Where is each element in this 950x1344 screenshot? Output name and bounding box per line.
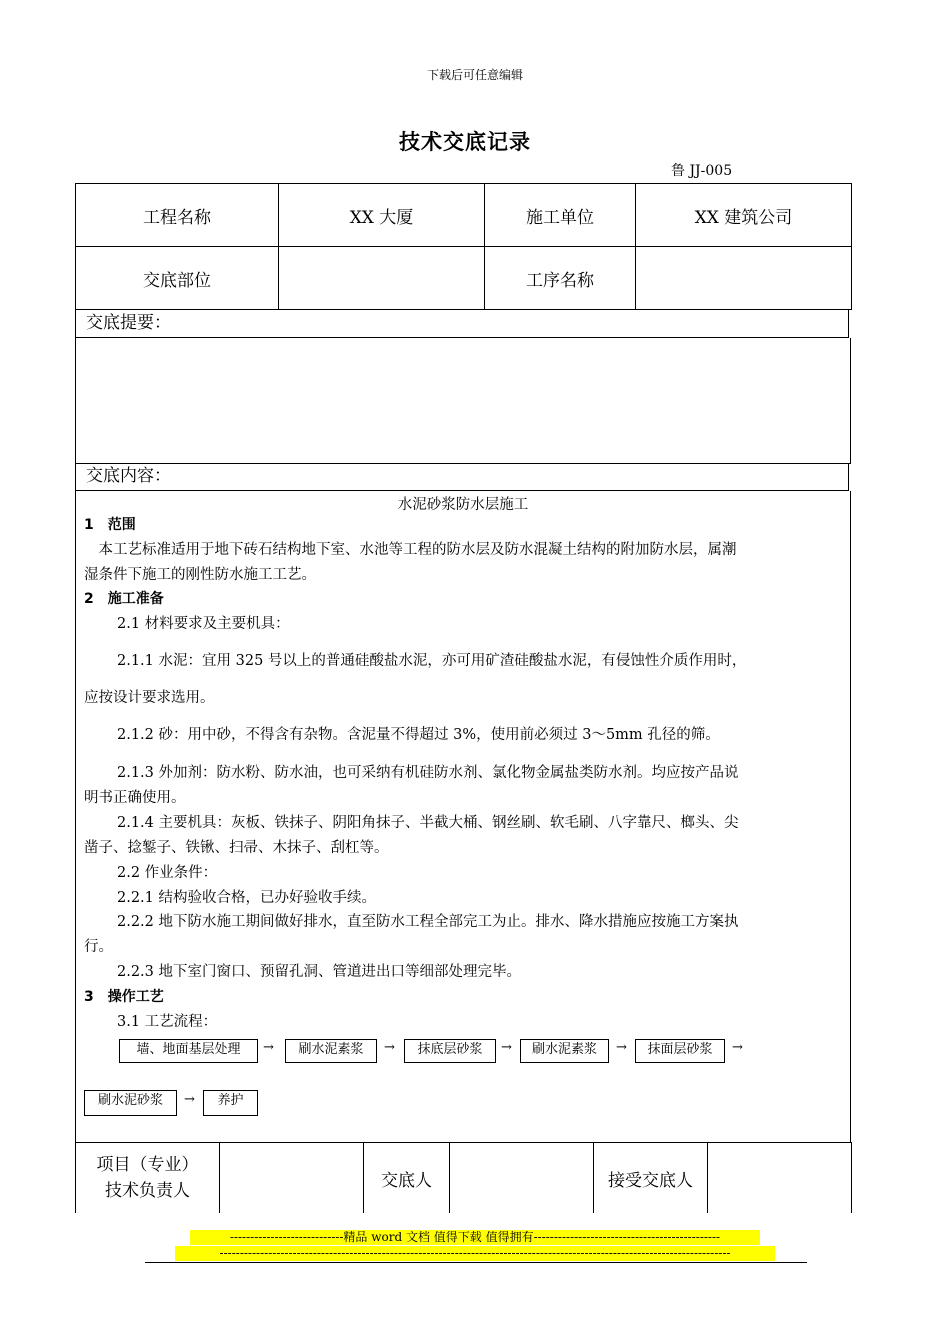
flow-arrow: → [501,1040,512,1055]
flow-step: 抹面层砂浆 [635,1039,725,1063]
paragraph-line: 2.1 材料要求及主要机具： [117,616,290,632]
project-name-label: 工程名称 [76,184,279,247]
paragraph-line: 2.1.2 砂：用中砂，不得含有杂物。含泥量不得超过 3%，使用前必须过 3～5mm 孔径的筛。 [117,727,720,743]
document-code: 鲁 JJ-005 [671,163,733,179]
discloser-signature [450,1143,594,1214]
flow-arrow: → [184,1092,195,1107]
process-name-label: 工序名称 [485,247,636,310]
flow-arrow: → [384,1040,395,1055]
tech-lead-label-line2: 技术负责人 [105,1181,190,1201]
paragraph-line: 2.2 作业条件： [117,865,218,881]
content-subtitle: 水泥砂浆防水层施工 [397,497,529,513]
tech-lead-signature [220,1143,364,1214]
paragraph-line: 2.2.1 结构验收合格，已办好验收手续。 [117,890,377,906]
section-heading: 3 操作工艺 [84,989,164,1005]
construction-unit-value: XX 建筑公司 [636,184,852,247]
flow-step: 刷水泥砂浆 [84,1090,177,1116]
paragraph-line: 行。 [84,939,113,955]
flow-step: 养护 [203,1090,258,1116]
disclosure-location-value [279,247,485,310]
receiver-signature [708,1143,852,1214]
flow-step: 抹底层砂浆 [404,1039,496,1063]
flow-step: 刷水泥素浆 [520,1039,609,1063]
info-row [76,247,852,310]
paragraph-line: 应按设计要求选用。 [84,690,215,706]
construction-unit-label: 施工单位 [485,184,636,247]
footer-dashes: ------------------------------------------------------------------------------------------------------------------------------ [175,1246,775,1261]
project-name-value: XX 大厦 [279,184,485,247]
section-heading: 1 范围 [84,517,136,533]
disclosure-location-label: 交底部位 [76,247,279,310]
footer-watermark: ----------------------------精品 word 文档 值得下载 值得拥有---------------------------------------------- [190,1230,760,1245]
flow-step: 刷水泥素浆 [285,1039,377,1063]
summary-label: 交底提要： [75,310,849,338]
paragraph-line: 凿子、捻錾子、铁锹、扫帚、木抹子、刮杠等。 [84,840,389,856]
paragraph-line: 2.2.2 地下防水施工期间做好排水，直至防水工程全部完工为止。排水、降水措施应按施工方案执 [117,914,739,930]
header-note: 下载后可任意编辑 [426,68,523,82]
flow-arrow: → [732,1040,743,1055]
paragraph-line: 2.1.4 主要机具：灰板、铁抹子、阴阳角抹子、半截大桶、钢丝刷、软毛刷、八字靠尺、榔头、尖 [117,815,739,831]
flow-arrow: → [616,1040,627,1055]
discloser-label: 交底人 [364,1143,450,1214]
page-title: 技术交底记录 [399,130,531,154]
content-label: 交底内容： [75,463,849,491]
signature-table [75,1142,852,1213]
info-row [76,184,852,247]
process-name-value [636,247,852,310]
paragraph-line: 明书正确使用。 [84,790,186,806]
paragraph-line: 3.1 工艺流程： [117,1014,218,1030]
paragraph-line: 本工艺标准适用于地下砖石结构地下室、水池等工程的防水层及防水混凝土结构的附加防水层，属潮 [84,542,737,558]
paragraph-line: 湿条件下施工的刚性防水施工工艺。 [84,567,316,583]
flow-arrow: → [263,1040,274,1055]
tech-lead-label-line1: 项目（专业） [96,1155,199,1175]
signature-row [76,1143,852,1214]
summary-area [75,338,851,464]
paragraph-line: 2.1.3 外加剂：防水粉、防水油，也可采纳有机硅防水剂、氯化物金属盐类防水剂。均应按产品说 [117,765,739,781]
tech-lead-label [76,1143,220,1214]
paragraph-line: 2.1.1 水泥：宜用 325 号以上的普通硅酸盐水泥，亦可用矿渣硅酸盐水泥，有侵蚀性介质作用时， [117,653,747,669]
flow-step: 墙、地面基层处理 [119,1039,258,1063]
paragraph-line: 2.2.3 地下室门窗口、预留孔洞、管道进出口等细部处理完毕。 [117,964,522,980]
section-heading: 2 施工准备 [84,591,164,607]
receiver-label: 接受交底人 [594,1143,708,1214]
info-table [75,183,852,310]
footer-divider [145,1262,807,1263]
